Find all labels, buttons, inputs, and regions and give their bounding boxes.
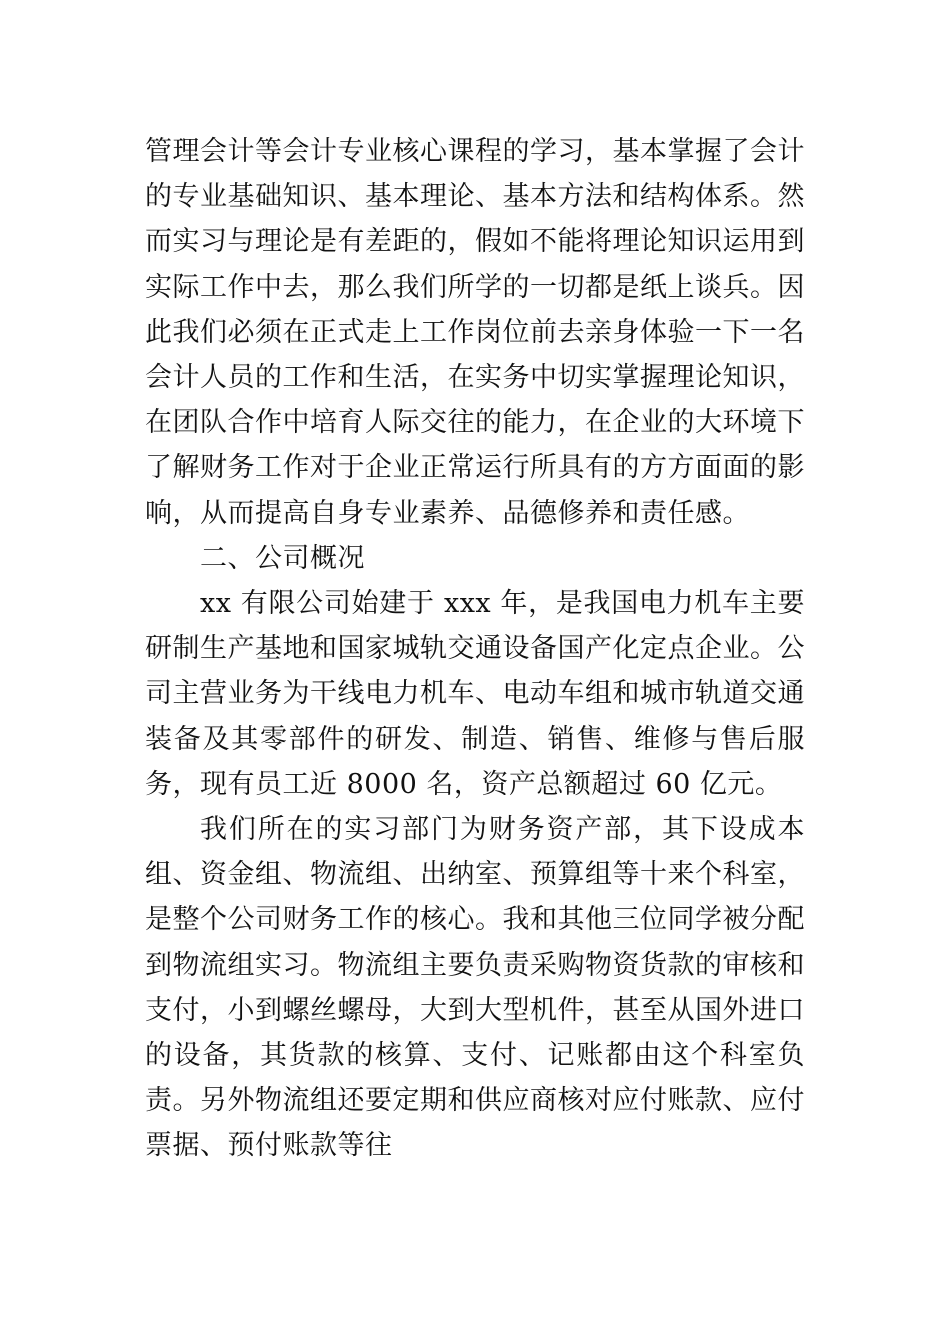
paragraph-continued-intro: 管理会计等会计专业核心课程的学习，基本掌握了会计的专业基础知识、基本理论、基本方法和结构体系。然而实习与理论是有差距的，假如不能将理论知识运用到实际工作中去，那么我们所学的一切都是纸上谈兵。因此我们必须在正式走上工作岗位前去亲身体验一下一名会计人员的工作和生活，在实务中切实掌握理论知识，在团队合作中培育人际交往的能力，在企业的大环境下了解财务工作对于企业正常运行所具有的方方面面的影响，从而提高自身专业素养、品德修养和责任感。 [145,136,805,529]
paragraph-internship-department: 我们所在的实习部门为财务资产部，其下设成本组、资金组、物流组、出纳室、预算组等十来个科室，是整个公司财务工作的核心。我和其他三位同学被分配到物流组实习。物流组主要负责采购物资货款的审核和支付，小到螺丝螺母，大到大型机件，甚至从国外进口的设备，其货款的核算、支付、记账都由这个科室负责。另外物流组还要定期和供应商核对应付账款、应付票据、预付账款等往 [145,814,805,1162]
paragraph-company-overview: xx 有限公司始建于 xxx 年，是我国电力机车主要研制生产基地和国家城轨交通设备国产化定点企业。公司主营业务为干线电力机车、电动车组和城市轨道交通装备及其零部件的研发、制造、销售、维修与售后服务，现有员工近 8000 名，资产总额超过 60 亿元。 [145,588,805,800]
section-heading-company-overview: 二、公司概况 [200,542,365,574]
document-page [145,129,805,1169]
